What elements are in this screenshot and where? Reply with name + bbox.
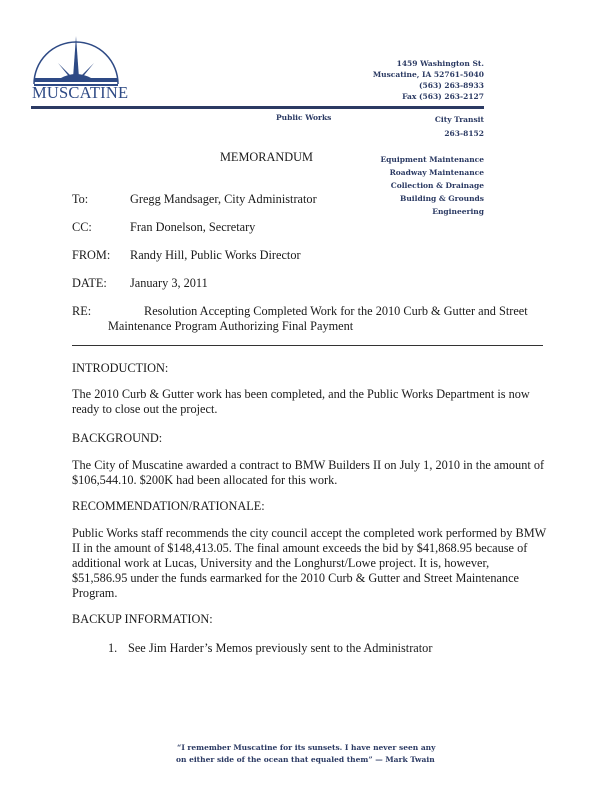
memo-title: MEMORANDUM: [220, 150, 313, 164]
division: Building & Grounds: [399, 194, 484, 203]
divider: [72, 345, 543, 346]
address-line: 1459 Washington St.: [396, 59, 484, 68]
field-label: RE:: [72, 304, 92, 318]
division: Roadway Maintenance: [389, 168, 484, 177]
department: Public Works: [276, 113, 332, 122]
section-text: Public Works staff recommends the city council accept the completed work performed by BMW II in the amount of $148,413.05. The final amount exceeds the bid by $41,868.95 because of additional work at Lucas, University and the Longhurst/Lowe project. It is, however, $51,586.95 under the funds earmarked for the 2010 Curb & Gutter and Street Maintenance Program.: [72, 526, 547, 600]
field-label: To:: [72, 192, 89, 206]
footer-quote: on either side of the ocean that equaled them” — Mark Twain: [176, 755, 435, 764]
field-value: January 3, 2011: [130, 276, 208, 290]
division: Collection & Drainage: [390, 181, 484, 190]
field-label: CC:: [72, 220, 92, 234]
muscatine-logo-icon: [31, 34, 121, 90]
phone: (563) 263-8933: [418, 81, 484, 90]
field-label: DATE:: [72, 276, 107, 290]
field-value: Randy Hill, Public Works Director: [130, 248, 301, 262]
header-rule: [31, 106, 484, 109]
field-value: Fran Donelson, Secretary: [130, 220, 256, 234]
list-item: See Jim Harder’s Memos previously sent to the Administrator: [128, 641, 433, 655]
section-text: The City of Muscatine awarded a contract to BMW Builders II on July 1, 2010 in the amount of $106,544.10. $200K had been allocated for this work.: [72, 458, 545, 487]
section-heading: BACKUP INFORMATION:: [72, 612, 213, 626]
section-heading: RECOMMENDATION/RATIONALE:: [72, 499, 265, 513]
field-label: FROM:: [72, 248, 111, 262]
field-value-cont: Maintenance Program Authorizing Final Payment: [108, 319, 354, 333]
division: Equipment Maintenance: [380, 155, 484, 164]
division: Engineering: [432, 207, 484, 216]
list-number: 1.: [108, 641, 118, 655]
transit-label: City Transit: [434, 115, 484, 124]
field-value: Resolution Accepting Completed Work for the 2010 Curb & Gutter and Street: [144, 304, 528, 318]
footer-quote: “I remember Muscatine for its sunsets. I have never seen any: [177, 743, 436, 752]
logo-text: MUSCATINE: [32, 83, 129, 102]
field-value: Gregg Mandsager, City Administrator: [130, 192, 317, 206]
fax: Fax (563) 263-2127: [402, 92, 484, 101]
section-heading: BACKGROUND:: [72, 431, 163, 445]
section-text: The 2010 Curb & Gutter work has been completed, and the Public Works Department is now ready to close out the project.: [72, 387, 530, 416]
section-heading: INTRODUCTION:: [72, 361, 169, 375]
transit-phone: 263-8152: [444, 129, 484, 138]
address-line: Muscatine, IA 52761-5040: [372, 70, 484, 79]
